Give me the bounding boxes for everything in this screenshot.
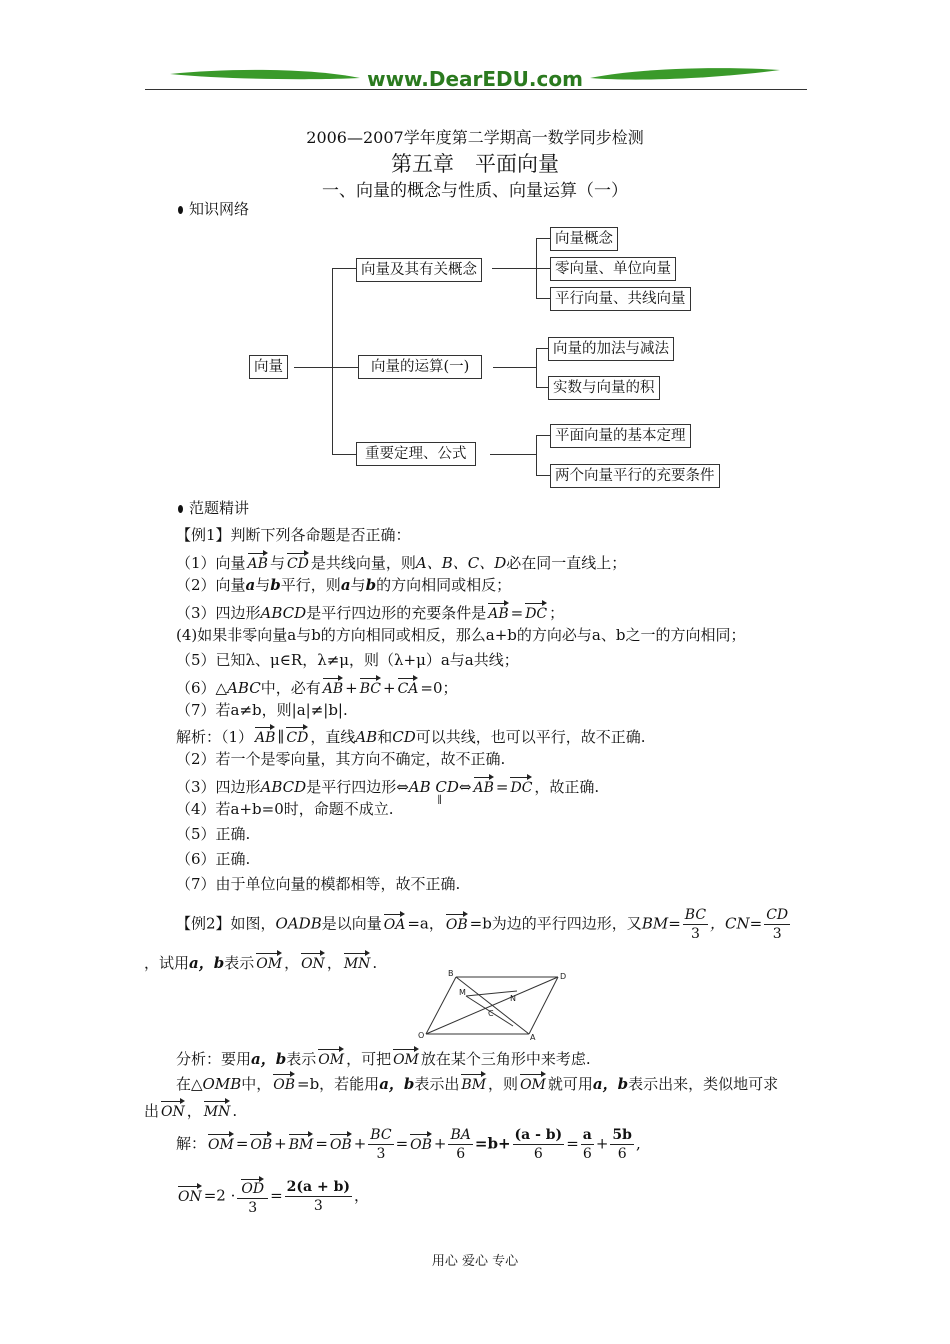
logo-text: www.DearEDU.com	[367, 67, 583, 91]
ex1-prop2: （2）向量a与b平行，则a与b的方向相同或相反；	[176, 576, 512, 594]
ex2-solution1: 解： OM = OB + BM = OB + $\frac{BC}{3}$ = OB + $\frac{BA}{6}$ =b+ $\frac{(a - b)}{6}$ = $\frac{a}{6}$ + $\frac{5b}{6}$ ,	[176, 1127, 641, 1162]
title-line1: 2006—2007学年度第二学期高一数学同步检测	[306, 128, 644, 147]
ex1-prop4: (4)如果非零向量a与b的方向相同或相反，那么a+b的方向必与a、b之一的方向相同；	[176, 626, 746, 644]
ex1-sol1: 解析：（1） AB ∥ CD ，直线AB和CD可以共线，也可以平行，故不正确.	[176, 724, 646, 748]
ex1-sol5: （5）正确.	[176, 825, 251, 843]
ex1-sol3: （3）四边形ABCD是平行四边形⇔AB CD ∥ ⇔ AB = DC ，故正确.	[176, 774, 599, 798]
diagram-group2: 向量的运算(一)	[358, 355, 482, 379]
example2-line2: ，试用a，b表示 OM ， ON ， MN .	[144, 950, 377, 974]
section-network: 知识网络	[178, 198, 249, 219]
ex2-solution2: ON =2 · $\frac{OD}{3}$ = $\frac{2(a + b)}{3}$ ，	[176, 1176, 369, 1217]
title-line3: 一、向量的概念与性质、向量运算（一）	[322, 181, 628, 201]
ex1-sol2: （2）若一个是零向量，其方向不确定，故不正确.	[176, 750, 506, 768]
ex1-sol4: （4）若a+b=0时，命题不成立.	[176, 800, 394, 818]
label-N: N	[510, 994, 516, 1003]
ex1-prop6: （6）△ABC中，必有 AB + BC + CA =0；	[176, 675, 458, 699]
ex2-analysis3: 出 ON ， MN .	[144, 1098, 237, 1122]
diagram-group1: 向量及其有关概念	[356, 258, 482, 282]
ex1-prop1: （1）向量 AB 与 CD 是共线向量，则A、B、C、D必在同一直线上；	[176, 550, 626, 574]
label-C: C	[488, 1009, 494, 1018]
diagram-group3: 重要定理、公式	[356, 442, 476, 466]
ex1-sol7: （7）由于单位向量的模都相等，故不正确.	[176, 875, 461, 893]
diagram-item-2-1: 向量的加法与减法	[548, 337, 674, 361]
ex1-prop5: （5）已知λ、μ∈R，λ≠μ，则（λ+μ）a与a共线；	[176, 651, 519, 669]
ex2-analysis2: 在△OMB中， OB =b，若能用a，b表示出 BM ，则 OM 就可用a，b表示出来，类似地可求	[176, 1071, 778, 1095]
section-examples: 范题精讲	[178, 497, 249, 518]
label-D: D	[560, 972, 567, 981]
header-rule	[145, 89, 807, 90]
label-B: B	[448, 969, 454, 978]
ex1-prop3: （3）四边形ABCD是平行四边形的充要条件是 AB = DC ；	[176, 600, 564, 624]
ex2-analysis1: 分析：要用a，b表示 OM ，可把 OM 放在某个三角形中来考虑.	[176, 1046, 591, 1070]
page-footer: 用心 爱心 专心	[431, 1254, 519, 1269]
diagram-root: 向量	[249, 355, 288, 379]
diagram-item-1-2: 零向量、单位向量	[550, 257, 676, 281]
example1-heading: 【例1】判断下列各命题是否正确：	[176, 526, 411, 544]
label-O: O	[418, 1031, 425, 1040]
label-M: M	[459, 988, 466, 997]
bullet-icon	[178, 505, 183, 513]
bullet-icon	[178, 206, 183, 214]
example2-heading: 【例2】如图，OADB是以向量 OA =a， OB =b为边的平行四边形，又BM= $\frac{BC}{3}$ ，CN= $\frac{CD}{3}$	[176, 907, 789, 942]
ex1-sol6: （6）正确.	[176, 850, 251, 868]
label-A: A	[530, 1033, 536, 1040]
diagram-item-3-1: 平面向量的基本定理	[550, 424, 691, 448]
ex1-prop7: （7）若a≠b，则|a|≠|b|.	[176, 701, 348, 719]
parallelogram-figure	[418, 968, 568, 1044]
diagram-item-2-2: 实数与向量的积	[548, 376, 660, 400]
diagram-item-1-1: 向量概念	[550, 227, 618, 251]
title-line2: 第五章 平面向量	[391, 152, 559, 176]
diagram-item-3-2: 两个向量平行的充要条件	[550, 464, 720, 488]
diagram-item-1-3: 平行向量、共线向量	[550, 287, 691, 311]
